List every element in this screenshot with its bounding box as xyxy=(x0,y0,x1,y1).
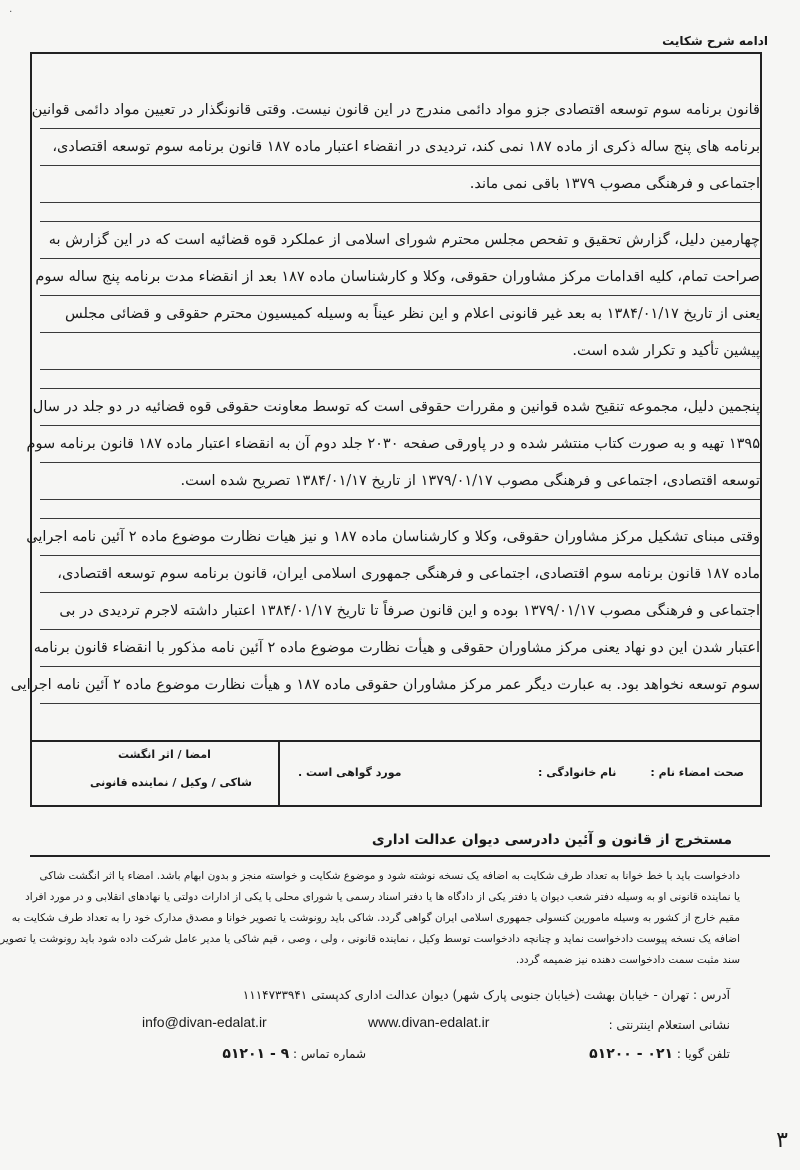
ruled-gap xyxy=(40,370,760,389)
contact-label: شماره تماس : xyxy=(293,1047,366,1061)
filing-instructions xyxy=(0,866,740,971)
sign-label: امضا / اثر انگشت xyxy=(118,748,211,761)
body-line: ماده ۱۸۷ قانون برنامه سوم اقتصادی، اجتماعی و فرهنگی جمهوری اسلامی ایران، قانون برنامه سوم توسعه اقتصادی، xyxy=(40,556,760,593)
body-line: صراحت تمام، کلیه اقدامات مرکز مشاوران حقوقی، وکلا و کارشناسان ماده ۱۸۷ بعد از انقضاء مدت برنامه پنج ساله سوم xyxy=(40,259,760,296)
page-header-title: ادامه شرح شکایت xyxy=(662,34,768,48)
signature-divider xyxy=(278,742,280,807)
address-text: تهران - خیابان بهشت (خیابان جنوبی پارک شهر) دیوان عدالت اداری کدپستی ۱۱۱۴۷۳۳۹۴۱ xyxy=(242,988,690,1002)
body-line: پیشین تأکید و تکرار شده است. xyxy=(40,333,760,370)
body-line: توسعه اقتصادی، اجتماعی و فرهنگی مصوب ۱۳۷۹/۰۱/۱۷ از تاریخ ۱۳۸۴/۰۱/۱۷ تصریح شده است. xyxy=(40,463,760,500)
instruction-line: دادخواست باید با خط خوانا به تعداد طرف شکایت به اضافه یک نسخه نوشته شود و موضوع شکایت و خواسته منجز و بدون ابهام باشد. امضاء یا اثر انگشت شاکی xyxy=(39,870,740,882)
contact-number: ۹ - ۵۱۲۰۱ xyxy=(222,1046,290,1062)
email-link[interactable]: info@divan-edalat.ir xyxy=(142,1014,267,1030)
contact-row xyxy=(222,1046,366,1062)
instruction-line: اضافه یک نسخه پیوست دادخواست نماید و چنانچه دادخواست توسط وکیل ، نماینده قانونی ، ولی ، وصی ، قیم شاکی یا مدیر عامل شرکت داده شود باید رونوشت یا تصویر xyxy=(0,933,740,945)
address-label: آدرس : xyxy=(693,988,730,1002)
instruction-line: مقیم خارج از کشور به وسیله مامورین کنسولی جمهوری اسلامی ایران گواهی گردد. شاکی باید رونوشت یا تصویر خوانا و مصدق مدارک خود را به تعداد طرف شکایت به xyxy=(11,912,740,924)
body-line: سوم توسعه نخواهد بود. به عبارت دیگر عمر مرکز مشاوران حقوقی ماده ۱۸۷ و هیأت نظارت موضوع ماده ۲ آئین نامه اجرایی xyxy=(40,667,760,704)
address-row xyxy=(243,988,730,1002)
hotline-number: ۰۲۱ - ۵۱۲۰۰ xyxy=(589,1046,674,1062)
body-line: قانون برنامه سوم توسعه اقتصادی جزو مواد دائمی مندرج در این قانون نیست. وقتی قانونگذار در تعیین مواد دائمی قوانین xyxy=(40,92,760,129)
footer-divider xyxy=(30,855,770,857)
ruled-gap xyxy=(40,203,760,222)
family-name-label: نام خانوادگی : xyxy=(538,766,617,779)
party-label: شاکی / وکیل / نماینده قانونی xyxy=(90,776,252,789)
certified-label: مورد گواهی است . xyxy=(298,766,402,779)
ruled-gap xyxy=(40,500,760,519)
website-link[interactable]: www.divan-edalat.ir xyxy=(368,1014,490,1030)
signature-name-label: صحت امضاء نام : xyxy=(650,766,744,779)
hotline-label: تلفن گویا : xyxy=(676,1047,730,1061)
body-line: وقتی مبنای تشکیل مرکز مشاوران حقوقی، وکلا و کارشناسان ماده ۱۸۷ و نیز هیات نظارت موضوع ماده ۲ آئین نامه اجرایی xyxy=(40,519,760,556)
body-line: اجتماعی و فرهنگی مصوب ۱۳۷۹ باقی نمی ماند. xyxy=(40,166,760,203)
footer-title: مستخرج از قانون و آئین دادرسی دیوان عدالت اداری xyxy=(371,832,732,848)
body-line: اجتماعی و فرهنگی مصوب ۱۳۷۹/۰۱/۱۷ بوده و این قانون صرفاً تا تاریخ ۱۳۸۴/۰۱/۱۷ اعتبار داشته لاجرم تردیدی در بی xyxy=(40,593,760,630)
instruction-line: یا نماینده قانونی او به وسیله دفتر شعب دیوان یا دفتر یکی از دادگاه ها یا دفتر اسناد رسمی یا شورای محلی یا یکی از ادارات دولتی یا نهادهای انقلابی و در مورد افراد xyxy=(25,891,740,903)
online-label: نشانی استعلام اینترنتی : xyxy=(608,1018,730,1032)
corner-mark: ۰ xyxy=(8,6,14,17)
body-line: برنامه های پنج ساله ذکری از ماده ۱۸۷ نمی کند، تردیدی در انقضاء اعتبار ماده ۱۸۷ قانون برنامه سوم توسعه اقتصادی، xyxy=(40,129,760,166)
body-line: اعتبار شدن این دو نهاد یعنی مرکز مشاوران حقوقی و هیأت نظارت موضوع ماده ۲ آئین نامه مذکور با انقضاء قانون برنامه xyxy=(40,630,760,667)
body-line: یعنی از تاریخ ۱۳۸۴/۰۱/۱۷ به بعد غیر قانونی اعلام و این نظر عیناً به وسیله کمیسیون محترم حقوقی و قضائی مجلس xyxy=(40,296,760,333)
signature-box xyxy=(30,740,762,807)
complaint-body xyxy=(10,92,760,704)
page-number: ۳ xyxy=(776,1128,788,1153)
hotline-row xyxy=(589,1046,730,1062)
body-line: چهارمین دلیل، گزارش تحقیق و تفحص مجلس محترم شورای اسلامی از عملکرد قوه قضائیه است که در این گزارش به xyxy=(40,222,760,259)
body-line: ۱۳۹۵ تهیه و به صورت کتاب منتشر شده و در پاورقی صفحه ۲۰۳۰ جلد دوم آن به انقضاء اعتبار ماده ۱۸۷ قانون برنامه سوم xyxy=(40,426,760,463)
instruction-line: سند مثبت سمت دادخواست دهنده نیز ضمیمه گردد. xyxy=(515,954,740,966)
body-line: پنجمین دلیل، مجموعه تنقیح شده قوانین و مقررات حقوقی است که توسط معاونت حقوقی قوه قضائیه در دو جلد در سال xyxy=(40,389,760,426)
